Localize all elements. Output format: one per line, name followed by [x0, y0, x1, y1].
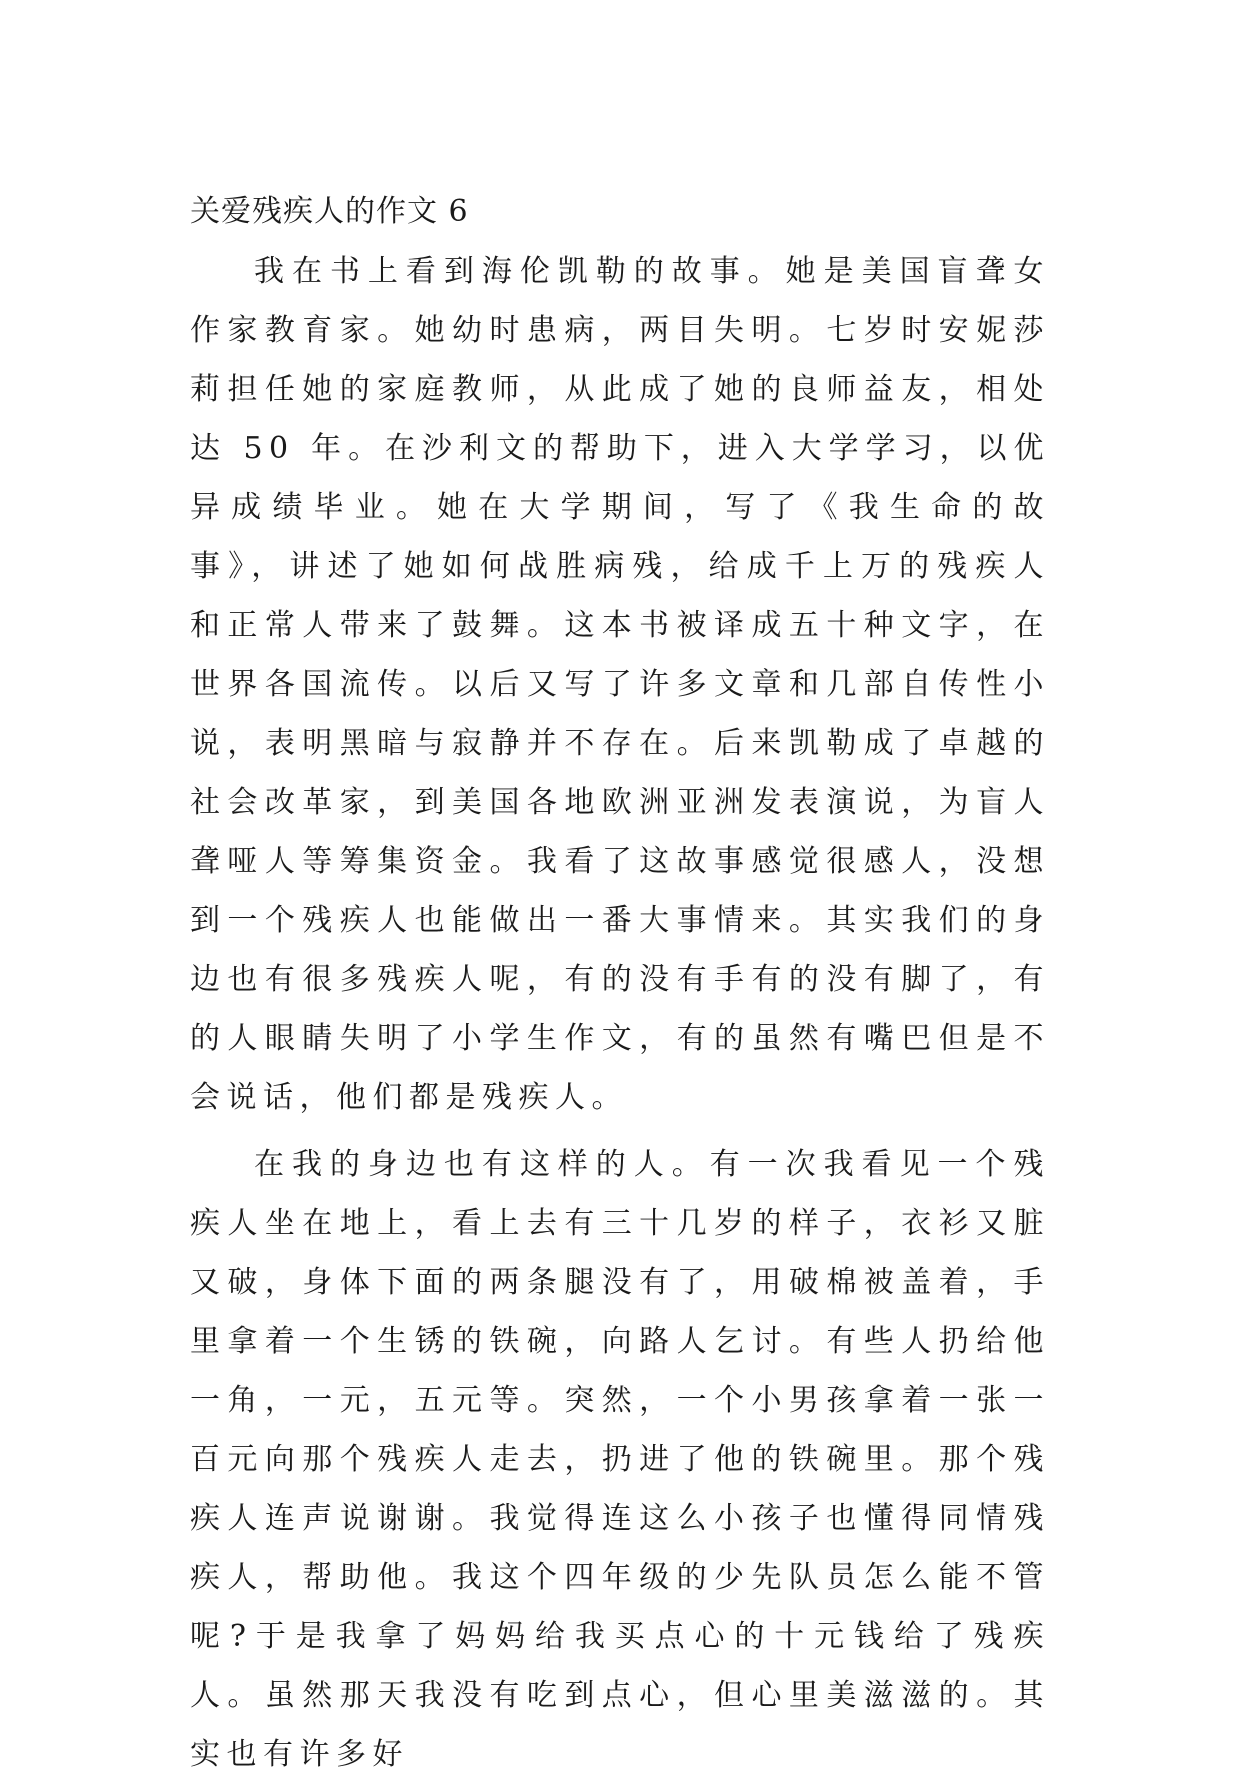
essay-title: 关爱残疾人的作文 6: [190, 194, 469, 229]
document-body: [190, 186, 1050, 1792]
paragraph-1: 我在书上看到海伦凯勒的故事。她是美国盲聋女作家教育家。她幼时患病，两目失明。七岁时安妮莎莉担任她的家庭教师，从此成了她的良师益友，相处达 50 年。在沙利文的帮助下，进入大学学习，以优异成绩毕业。她在大学期间，写了《我生命的故事》，讲述了她如何战胜病残，给成千上万的残疾人和正常人带来了鼓舞。这本书被译成五十种文字，在世界各国流传。以后又写了许多文章和几部自传性小说，表明黑暗与寂静并不存在。后来凯勒成了卓越的社会改革家，到美国各地欧洲亚洲发表演说，为盲人聋哑人等筹集资金。我看了这故事感觉很感人，没想到一个残疾人也能做出一番大事情来。其实我们的身边也有很多残疾人呢，有的没有手有的没有脚了，有的人眼睛失明了小学生作文，有的虽然有嘴巴但是不会说话，他们都是残疾人。: [190, 254, 1050, 1115]
paragraph-2: 在我的身边也有这样的人。有一次我看见一个残疾人坐在地上，看上去有三十几岁的样子，衣衫又脏又破，身体下面的两条腿没有了，用破棉被盖着，手里拿着一个生锈的铁碗，向路人乞讨。有些人扔给他一角，一元，五元等。突然，一个小男孩拿着一张一百元向那个残疾人走去，扔进了他的铁碗里。那个残疾人连声说谢谢。我觉得连这么小孩子也懂得同情残疾人，帮助他。我这个四年级的少先队员怎么能不管呢?于是我拿了妈妈给我买点心的十元钱给了残疾人。虽然那天我没有吃到点心，但心里美滋滋的。其实也有许多好: [190, 1147, 1050, 1772]
